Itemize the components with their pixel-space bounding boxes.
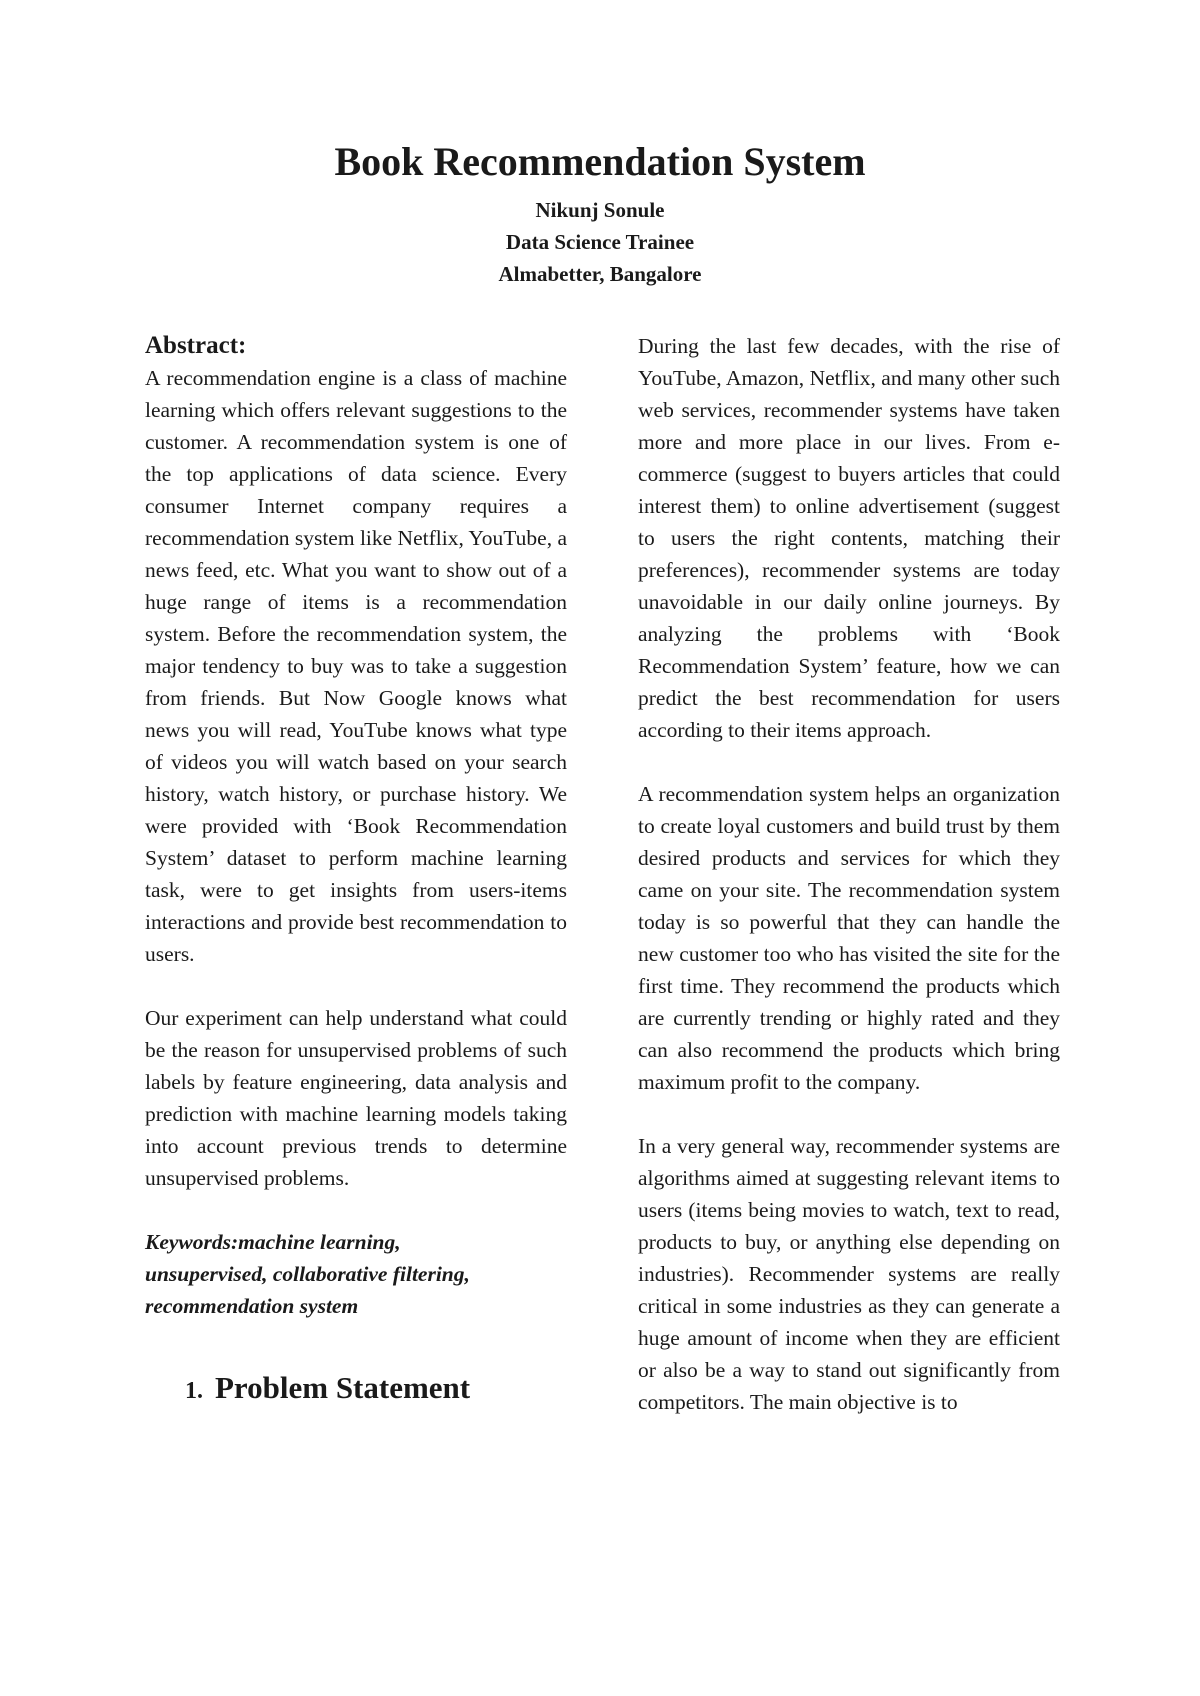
section-number: 1.	[185, 1378, 203, 1404]
body-paragraph-2: A recommendation system helps an organization to create loyal customers and build trust by them desired products and services for which they came on your site. The recommendation system today is so powerful that they can handle the new customer too who has visited the site for the first time. They recommend the products which are currently trending or highly rated and they can also recommend the products which bring maximum profit to the company.	[638, 782, 1060, 1094]
body-paragraph-3: In a very general way, recommender systems are algorithms aimed at suggesting relevant items to users (items being movies to watch, text to read, products to buy, or anything else depending on industries). Recommender systems are really critical in some industries as they can generate a huge amount of income when they are efficient or also be a way to stand out significantly from competitors. The main objective is to	[638, 1134, 1060, 1414]
paper-title: Book Recommendation System	[334, 139, 866, 184]
section-title: Problem Statement	[215, 1370, 471, 1405]
abstract-heading: Abstract:	[145, 332, 247, 359]
left-column	[145, 330, 567, 1411]
paper-header	[0, 140, 1200, 290]
abstract-paragraph-1: A recommendation engine is a class of machine learning which offers relevant suggestions to the customer. A recommendation system is one of the top applications of data science. Every consumer Internet company requires a recommendation system like Netflix, YouTube, a news feed, etc. What you want to show out of a huge range of items is a recommendation system. Before the recommendation system, the major tendency to buy was to take a suggestion from friends. But Now Google knows what news you will read, YouTube knows what type of videos you will watch based on your search history, watch history, or purchase history. We were provided with ‘Book Recommendation System’ dataset to perform machine learning task, were to get insights from users-items interactions and provide best recommendation to users.	[145, 366, 568, 966]
abstract-paragraph-2: Our experiment can help understand what could be the reason for unsupervised problems of such labels by feature engineering, data analysis and prediction with machine learning models taking into account previous trends to determine unsupervised problems.	[145, 1006, 567, 1190]
right-column	[638, 330, 1060, 1418]
keywords: Keywords:machine learning, unsupervised, collaborative filtering, recommendation system	[145, 1230, 470, 1318]
author-role: Data Science Trainee	[505, 230, 695, 254]
section-heading-problem-statement	[145, 1368, 567, 1411]
body-paragraph-1: During the last few decades, with the rise of YouTube, Amazon, Netflix, and many other such web services, recommender systems have taken more and more place in our lives. From e-commerce (suggest to buyers articles that could interest them) to online advertisement (suggest to users the right contents, matching their preferences), recommender systems are today unavoidable in our daily online journeys. By analyzing the problems with ‘Book Recommendation System’ feature, how we can predict the best recommendation for users according to their items approach.	[638, 334, 1060, 742]
author-name: Nikunj Sonule	[535, 198, 665, 222]
author-affiliation: Almabetter, Bangalore	[498, 262, 702, 286]
